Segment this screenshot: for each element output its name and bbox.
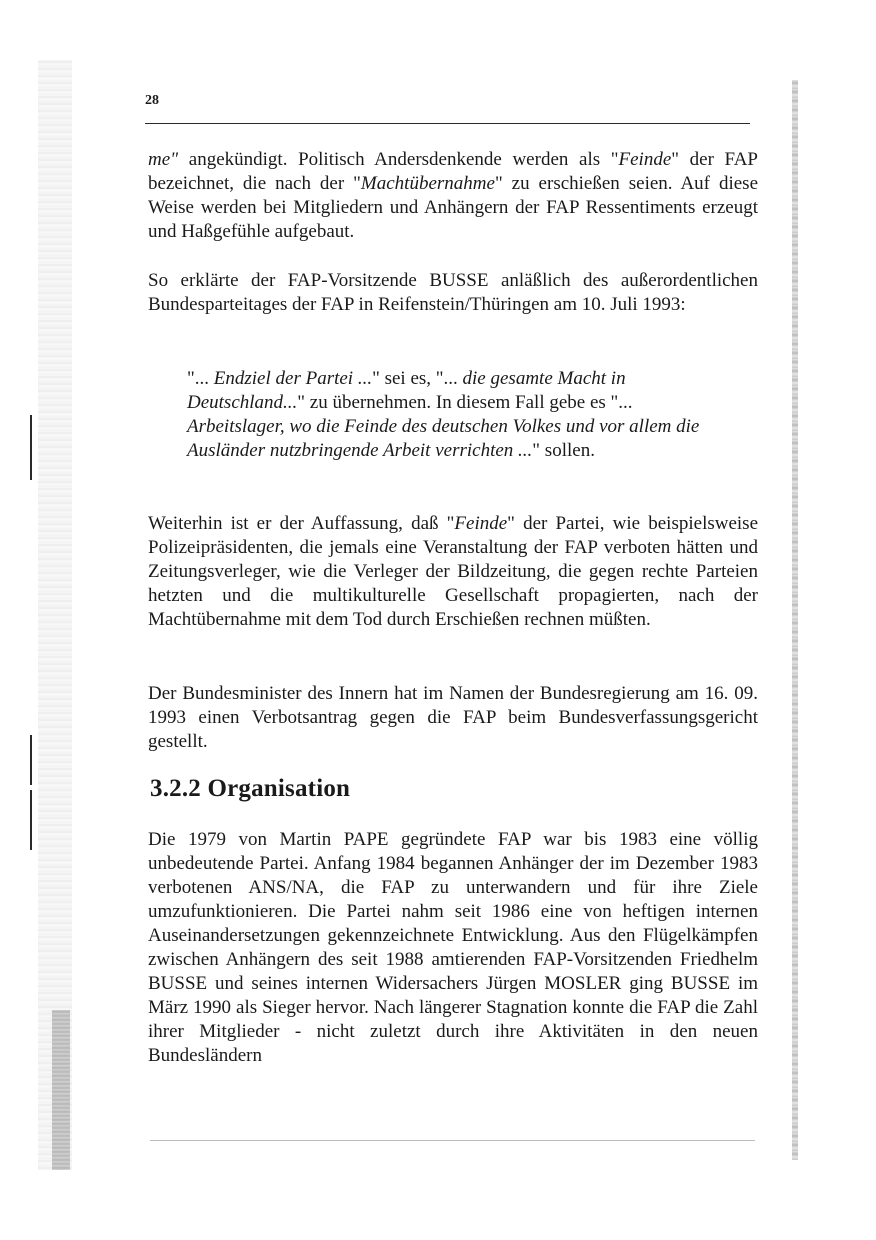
paragraph-1-part: " zu erschießen seien. Auf diese Weise werden bei Mitgliedern und Anhängern der FAP Ressentiments erzeugt und Haßgefühle aufgebaut. — [148, 173, 759, 242]
footer-rule — [150, 1140, 755, 1141]
scan-shadow-left — [38, 60, 72, 1170]
paragraph-3-part: " der Partei, wie beispielsweise Polizeipräsidenten, die jemals eine Veranstaltung der FAP verboten hätten und Zeitungsverleger, wie die Verleger der Bildzeitung, die gegen rechte Parteien hetzten und die multikulturelle Gesellschaft propagierten, nach der Machtübernahme mit dem Tod durch Erschießen rechnen müßten. — [148, 513, 758, 630]
quote-block — [187, 367, 717, 463]
margin-mark-2 — [30, 735, 32, 785]
paragraph-2: So erklärte der FAP-Vorsitzende BUSSE anläßlich des außerordentlichen Bundesparteitages der FAP in Reifenstein/Thüringen am 10. Juli 1993: — [148, 270, 758, 315]
quote-part: " sollen. — [532, 440, 595, 461]
margin-mark-1 — [30, 415, 32, 480]
paragraph-1-part: me" — [148, 149, 179, 170]
paragraph-1-part: Machtübernahme — [360, 173, 495, 194]
paragraph-1-part: " der FAP bezeichnet, die nach der " — [148, 149, 758, 194]
paragraph-1 — [148, 148, 758, 244]
quote-part: "... — [187, 368, 214, 389]
paragraph-4: Der Bundesminister des Innern hat im Namen der Bundesregierung am 16. 09. 1993 einen Verbotsantrag gegen die FAP beim Bundesverfassungsgericht gestellt. — [148, 683, 758, 752]
header-rule — [145, 123, 750, 124]
quote-part: " sei es, "... — [372, 368, 463, 389]
quote-part: " zu übernehmen. In diesem Fall gebe es "... — [297, 392, 633, 413]
page-number: 28 — [145, 93, 159, 108]
margin-mark-3 — [30, 790, 32, 850]
scan-shadow-right — [792, 80, 798, 1160]
paragraph-1-part: angekündigt. Politisch Andersdenkende werden als " — [178, 149, 619, 170]
quote-part: Arbeitslager, wo die Feinde des deutschen Volkes und vor allem die Ausländer nutzbringende Arbeit verrichten ... — [187, 416, 700, 461]
paragraph-1-part: Feinde — [618, 149, 672, 170]
quote-part: die gesamte Macht in Deutschland... — [187, 368, 626, 413]
quote-part: Endziel der Partei ... — [213, 368, 373, 389]
scan-shadow-left-bottom — [52, 1010, 70, 1170]
paragraph-5: Die 1979 von Martin PAPE gegründete FAP war bis 1983 eine völlig unbedeutende Partei. Anfang 1984 begannen Anhänger der im Dezember 1983 verbotenen ANS/NA, die FAP zu unterwandern und für ihre Ziele umzufunktionieren. Die Partei nahm seit 1986 eine von heftigen internen Auseinandersetzungen gekennzeichnete Entwicklung. Aus den Flügelkämpfen zwischen Anhängern des seit 1988 amtierenden FAP-Vorsitzenden Friedhelm BUSSE und seines internen Widersachers Jürgen MOSLER ging BUSSE im März 1990 als Sieger hervor. Nach längerer Stagnation konnte die FAP die Zahl ihrer Mitglieder - nicht zuletzt durch ihre Aktivitäten in den neuen Bundesländern — [148, 829, 758, 1066]
section-heading: 3.2.2 Organisation — [150, 775, 351, 802]
paragraph-3-part: Weiterhin ist er der Auffassung, daß " — [148, 513, 455, 534]
paragraph-3 — [148, 512, 758, 632]
paragraph-3-part: Feinde — [454, 513, 508, 534]
